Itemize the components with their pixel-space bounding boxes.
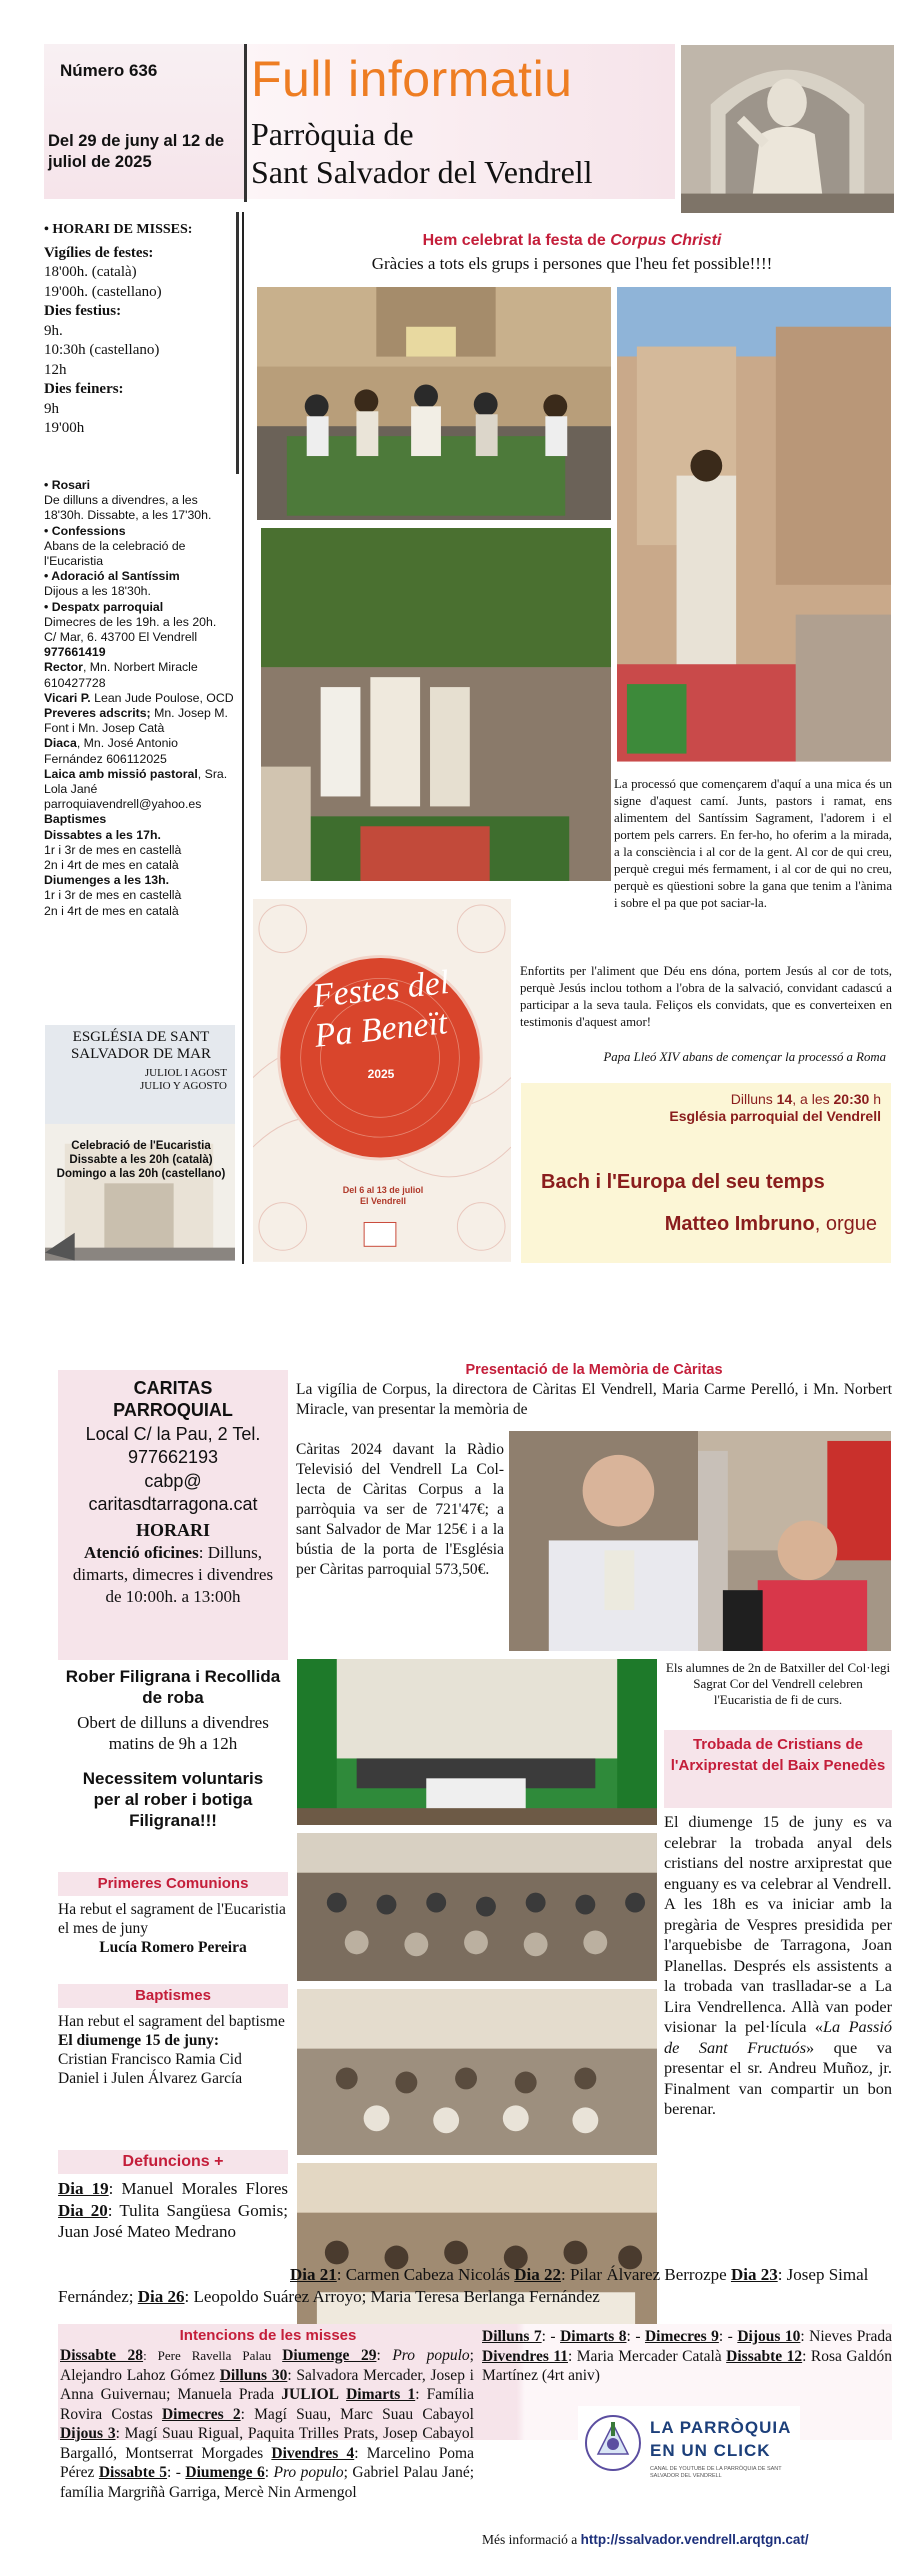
diaca-title: Diaca (44, 736, 77, 751)
trobada-heading-box (664, 1730, 892, 1808)
memoria-text-top: La vigília de Corpus, la directora de Càritas El Vendrell, Maria Carme Perelló, i Mn. Norbert Miracle, van presentar la memòria de (296, 1381, 892, 1418)
int-text-4: : Marcelino Poma Pérez (60, 2444, 474, 2481)
int-day-9: Dimecres 9 (644, 2328, 719, 2345)
pa-beneit-year: 2025 (367, 1067, 395, 1081)
holidays-2: 10:30h (castellano) (44, 342, 160, 358)
logo-small: CANAL DE YOUTUBE DE LA PARRÒQUIA DE SANT SALVADOR DEL VENDRELL (650, 2466, 782, 2479)
vigils-1: 18'00h. (català) (44, 264, 137, 280)
mar-title-1: ESGLÉSIA DE SANT (72, 1029, 210, 1045)
def-names-26: : Leopoldo Suárez Arroyo; Maria Teresa Berlanga Fernández (184, 2286, 600, 2306)
int-day-1: Dimarts 1 (346, 2386, 416, 2403)
int-text-9: : - (718, 2328, 738, 2345)
mar-caption-2: Dissabte a les 20h (català) (69, 1154, 213, 1166)
int-day-10: Dijous 10 (737, 2328, 801, 2345)
comunions-text: Ha rebut el sagrament de l'Eucaristia el mes de juny (58, 1901, 286, 1937)
concert-performer: Matteo Imbruno (664, 1213, 815, 1235)
memoria-text-left: Càritas 2024 davant la Ràdio Televisió del Vendrell La Col-lecta de Càritas Corpus a la parròquia va ser de 721'47€; a sant Salvador de Mar 125€ i a la bústia de la porta de l'Església per Càritas parroquial 573,50€. (296, 1441, 504, 1578)
int-text-10: : Nieves Prada (800, 2328, 892, 2345)
bap-saturday-2: 2n i 4rt de mes en català (44, 858, 179, 873)
rector-phone: 610427728 (44, 675, 106, 690)
laica-title: Laica amb missió pastoral (44, 766, 198, 781)
int-text-30: : Salvadora Mercader, Josep i Anna Guivernau; Manuela Prada (60, 2366, 474, 2403)
concert-role: , orgue (814, 1213, 877, 1235)
bap-sunday-1: 1r i 3r de mes en castellà (44, 888, 182, 903)
mar-title-2: SALVADOR DE MAR (70, 1046, 212, 1062)
diaca-name: , Mn. José Antonio Fernández 606112025 (44, 736, 178, 766)
int-day-29: Diumenge 29 (282, 2347, 377, 2364)
corpus-photo-street (616, 286, 892, 764)
defuncions-heading: Defuncions + (122, 2153, 224, 2170)
trobada-film: La Passió de Sant Fructuós (664, 2017, 892, 2057)
int-text-29: ; Alejandro Lahoz Gómez (60, 2347, 474, 2384)
comunions-body (58, 1900, 288, 1957)
bap-sunday-2: 2n i 4rt de mes en català (44, 903, 179, 918)
baptismes-name-2: Daniel i Julen Álvarez García (58, 2070, 243, 2087)
batxiller-caption: Els alumnes de 2n de Batxiller del Col·legi Sagrat Cor del Vendrell celebren l'Eucaristia de fi de curs. (665, 1660, 891, 1707)
corpus-subheading: Gràcies a tots els grups i persones que l'heu fet possible!!!! (371, 254, 773, 273)
concert-date-post: h (869, 1091, 881, 1107)
weekdays-1: 9h (44, 400, 59, 417)
title-box (247, 44, 675, 199)
issue-number: Número 636 (60, 61, 158, 80)
caritas-horari: HORARI (135, 1520, 210, 1540)
pa-beneit-title-2: Pa Beneït (312, 1004, 450, 1055)
corpus-heading-em: Corpus Christi (610, 232, 722, 249)
services-list: • Rosari De dilluns a divendres, a les 18'30h. Dissabte, a les 17'30h. • Confessions Abans de la celebració de l'Eucaristia • Adoració al Santíssim Dijous a les 18'30h. • Despatx parroquial Dimecres de les 19h. a les 20h. C/ Mar, 6. 43700 El Vendrell 977661419 Rector, Mn. Norbert Miracle 610427728 Vicari P. Lean Jude Poulose, OCD Preveres adscrits; Mn. Josep M. Font i Mn. Josep Catà Diaca, Mn. José Antonio Fernández 606112025 Laica amb missió pastoral, Sra. Lola Jané parroquiavendrell@yahoo.es Baptismes Dissabtes a les 17h. 1r i 3r de mes en castellà 2n i 4rt de mes en català Diumenges a les 13h. 1r i 3r de mes en castellà 2n i 4rt de mes en català (44, 478, 240, 919)
adoracio-title: Adoració al Santíssim (51, 569, 180, 584)
rosari-text: De dilluns a divendres, a les 18'30h. Dissabte, a les 17'30h. (44, 493, 212, 523)
def-names-23: : Josep Simal Fernández; (58, 2265, 869, 2306)
concert-date-day: 14 (776, 1091, 793, 1107)
def-names-22: : Pilar Álvarez Berrozpe (561, 2265, 731, 2284)
mass-schedule (44, 220, 234, 439)
holidays-3: 12h (44, 361, 67, 378)
holidays-1: 9h. (44, 322, 63, 339)
holidays-label: Dies festius: (44, 303, 122, 319)
weekdays-2: 19'00h (44, 420, 85, 436)
int-day-3: Dijous 3 (60, 2425, 116, 2442)
vigils-label: Vigílies de festes: (44, 244, 154, 261)
comunions-name: Lucía Romero Pereira (99, 1939, 247, 1956)
corpus-heading: Hem celebrat la festa de Corpus Christi (422, 232, 722, 249)
rober-text: Obert de dilluns a divendres matins de 9h a 12h (77, 1713, 269, 1753)
trobada-photo-3 (296, 2162, 658, 2342)
rober-box (58, 1666, 288, 1856)
def-names-20: : Tulita Sangüesa Gomis; Juan José Mateo Medrano (58, 2200, 288, 2241)
despatx-hours: Dimecres de les 19h. a les 20h. (44, 614, 217, 629)
vicari-name: Lean Jude Poulose, OCD (90, 690, 234, 705)
int-text-6: ; Gabriel Palau Jané; família Margriñà Garriga, Mercè Nin Armengol (60, 2464, 474, 2501)
int-day-2: Dimecres 2 (161, 2405, 241, 2423)
corpus-photo-procession (256, 286, 612, 521)
comunions-heading-box (58, 1872, 288, 1896)
confessions-text: Abans de la celebració de l'Eucaristia (44, 538, 186, 569)
page-2 (0, 1290, 905, 2560)
baptismes-text: Han rebut el sagrament del baptisme (58, 2013, 285, 2030)
logo-line-2: EN UN CLICK (650, 2441, 771, 2460)
masses-rule (236, 212, 239, 474)
caritas-title-1: CARITAS (133, 1378, 213, 1398)
concert-card (520, 1082, 892, 1264)
mar-months-2: JULIO Y AGOSTO (140, 1080, 227, 1092)
def-names-19: : Manuel Morales Flores (108, 2179, 289, 2198)
more-info-label: Més informació a (482, 2532, 581, 2547)
trobada-text-3: » que va presentar el sr. Andreu Muñoz, jr. Finalment van compartir un bon berenar. (664, 2037, 892, 2118)
click-logo[interactable] (578, 2406, 800, 2502)
int-text-2: : Magí Suau, Marc Suau Cabayol (240, 2405, 474, 2423)
statue-photo (680, 44, 895, 214)
def-day-19: Dia 19 (58, 2179, 109, 2198)
concert-date-mid: , a les (792, 1091, 834, 1107)
preveres-title: Preveres adscrits; (44, 706, 151, 721)
def-day-20: Dia 20 (58, 2200, 108, 2220)
int-text-3: : Magí Suau Rigual, Paquita Trilles Prats, Josep Cabayol Bargalló, Montserrat Morgades (60, 2425, 474, 2462)
parish-line-2: Sant Salvador del Vendrell (251, 154, 593, 190)
def-day-26: Dia 26 (137, 2286, 185, 2306)
parish-website-link[interactable]: http://ssalvador.vendrell.arqtgn.cat/ (580, 2532, 809, 2547)
defuncions-heading-box (58, 2150, 288, 2174)
weekdays-label: Dies feiners: (44, 381, 124, 397)
caritas-box (58, 1370, 288, 1660)
comunions-heading: Primeres Comunions (97, 1875, 249, 1892)
mar-caption-3: Domingo a las 20h (castellano) (56, 1168, 226, 1180)
caritas-oficines: : Dilluns, dimarts, dimecres i divendres de 10:00h. a 13:00h (72, 1543, 274, 1606)
trobada-text-1: El diumenge 15 de juny es va celebrar la trobada anyal dels cristians del nostre arxiprestat que enguany es va celebrar al Vendrell. (664, 1812, 892, 1893)
corpus-quote: Papa Lleó XIV abans de començar la processó a Roma (603, 1050, 886, 1064)
caritas-email[interactable]: cabp@ caritasdtarragona.cat (88, 1471, 258, 1514)
baptismes-body (58, 2012, 288, 2088)
intencions-col-2 (482, 2327, 892, 2386)
trobada-photo-2 (296, 1988, 658, 2156)
bap-saturday-1: 1r i 3r de mes en castellà (44, 842, 182, 857)
memoria-photo (508, 1430, 892, 1652)
baptismes-heading: Baptismes (135, 1987, 211, 2004)
page-title: Full informatiu (251, 51, 573, 107)
int-text-12: : Rosa Galdón Martínez (4rt aniv) (482, 2347, 893, 2384)
bap-sunday: Diumenges a les 13h. (44, 873, 170, 888)
int-text-7: : - (541, 2328, 561, 2345)
volunteers-call: Necessitem voluntaris per al rober i botiga Filigrana!!! (82, 1769, 264, 1830)
trobada-text-2: A les 18h es va iniciar amb la pregària de Vespres presidida per l'arquebisbe de Tarragona, Joan Planellas. Després els assistents a la trobada van traslladar-se a La Lira Vendrellenca. Allà van poder visionar la pel·lícula « (664, 1894, 892, 2036)
int-text-28: : Pere Ravella Palau (143, 2348, 283, 2363)
baptismes-title: Baptismes (44, 812, 107, 827)
despatx-phone: 977661419 (44, 645, 106, 660)
pa-beneit-poster (252, 898, 512, 1263)
int-text-11: : Maria Mercader Català (568, 2347, 727, 2365)
int-day-28: Dissabte 28 (60, 2347, 144, 2364)
trobada-text (664, 1812, 892, 2120)
adoracio-text: Dijous a les 18'30h. (44, 584, 151, 599)
caritas-title-2: PARROQUIAL (113, 1400, 233, 1420)
parish-line-1: Parròquia de (251, 116, 414, 152)
corpus-para-2: Enfortits per l'aliment que Déu ens dóna, portem Jesús al cor de tots, perquè Jesús inclou tothom a l'obra de la salvació, convidant cadascú a participar a la seva taula. Feliços els convidats, que es converteixen en testimonis d'aquest amor! (520, 964, 892, 1029)
parish-email[interactable]: parroquiavendrell@yahoo.es (44, 797, 202, 812)
caritas-oficines-title: Atenció oficines (83, 1543, 199, 1562)
mar-months-1: JULIOL I AGOST (144, 1067, 227, 1079)
int-pro-populo-29: Pro populo (392, 2347, 470, 2364)
laica-name: , Sra. Lola Jané (44, 766, 228, 797)
rober-title: Rober Filigrana i Recollida de roba (65, 1667, 281, 1707)
defuncions-list-b (58, 2264, 892, 2307)
int-day-8: Dimarts 8 (560, 2328, 627, 2345)
def-names-21: : Carmen Cabeza Nicolás (336, 2265, 515, 2284)
int-day-5: Dissabte 5 (98, 2464, 168, 2481)
batxiller-photo (296, 1658, 658, 1826)
int-text-8: : - (626, 2328, 645, 2345)
mar-church-card (44, 1024, 236, 1262)
int-day-12: Dissabte 12 (726, 2347, 803, 2365)
intencions-col-1: Dissabte 28: Pere Ravella Palau Diumenge 29: Pro populo; Alejandro Lahoz Gómez Dilluns 30: Salvadora Mercader, Josep i Anna Guivernau; Manuela Prada JULIOL Dimarts 1: Família Rovira Costas Dimecres 2: Magí Suau, Marc Suau Cabayol Dijous 3: Magí Suau Rigual, Paquita Trilles Prats, Josep Cabayol Bargalló, Montserrat Morgades Divendres 4: Marcelino Poma Pérez Dissabte 5: - Diumenge 6: Pro populo; Gabriel Palau Jané; família Margriñà Garriga, Mercè Nin Armengol (60, 2347, 474, 2501)
column-rule (242, 212, 244, 1264)
memoria-heading: Presentació de la Memòria de Càritas (465, 1362, 723, 1378)
caritas-address: Local C/ la Pau, 2 Tel. 977662193 (85, 1424, 261, 1467)
def-day-21: Dia 21 (290, 2265, 337, 2284)
concert-venue: Església parroquial del Vendrell (669, 1108, 881, 1124)
bap-saturday: Dissabtes a les 17h. (44, 827, 161, 842)
preveres-names: Mn. Josep M. Font i Mn. Josep Catà (44, 706, 228, 736)
defuncions-list-a (58, 2178, 288, 2243)
int-month: JULIOL (281, 2386, 339, 2403)
int-day-11: Divendres 11 (482, 2347, 568, 2365)
int-day-30: Dilluns 30 (219, 2366, 288, 2384)
baptismes-name-1: Cristian Francisco Ramia Cid (58, 2051, 242, 2068)
int-text-1: : Família Rovira Costas (60, 2386, 474, 2423)
int-text-5: : - (167, 2464, 186, 2481)
confessions-title: Confessions (51, 523, 126, 538)
rector-name: , Mn. Norbert Miracle (82, 660, 198, 675)
def-day-23: Dia 23 (730, 2265, 778, 2284)
def-day-22: Dia 22 (514, 2265, 561, 2284)
intencions-heading: Intencions de les misses (179, 2327, 357, 2344)
corpus-photo-crowd (260, 527, 612, 882)
mar-caption-1: Celebració de l'Eucaristia (71, 1140, 211, 1152)
pa-beneit-dates-2: El Vendrell (359, 1196, 407, 1206)
issue-dates: Del 29 de juny al 12 de juliol de 2025 (48, 132, 225, 171)
despatx-title: Despatx parroquial (51, 599, 164, 614)
pa-beneit-title-1: Festes del (310, 963, 451, 1016)
rector-title: Rector (44, 660, 83, 675)
concert-date-time: 20:30 (833, 1091, 870, 1107)
concert-title: Bach i l'Europa del seu temps (541, 1171, 825, 1193)
concert-date-pre: Dilluns (730, 1091, 777, 1107)
vigils-2: 19'00h. (castellano) (44, 283, 162, 300)
corpus-para-1: La processó que començarem d'aquí a una mica és un signe d'aquest camí. Junts, pastors i ramat, ens alimentem del Santíssim Sagrament, l'adorem i el portem pels carrers. En fer-ho, ho oferim a la mirada, a la consciència i al cor de la gent. Al cor de qui creu, perquè cregui més fermament, i al cor de qui no creu, perquè es qüestioni sobre la gana que tenim a l'ànima i sobre el pa que pot saciar-la. (614, 777, 892, 910)
issue-box (44, 44, 244, 199)
baptismes-date: El diumenge 15 de juny: (58, 2032, 220, 2049)
int-day-6: Diumenge 6 (185, 2464, 265, 2481)
int-day-4: Divendres 4 (271, 2444, 355, 2462)
int-day-7: Dilluns 7 (482, 2328, 542, 2345)
trobada-heading: Trobada de Cristians de l'Arxiprestat del Baix Penedès (670, 1736, 886, 1774)
baptismes-heading-box (58, 1984, 288, 2008)
pa-beneit-dates-1: Del 6 al 13 de juliol (342, 1185, 424, 1195)
more-info (482, 2532, 892, 2548)
rosari-title: Rosari (51, 478, 91, 492)
vicari-title: Vicari P. (44, 690, 91, 705)
mass-heading: • HORARI DE MISSES: (44, 222, 193, 237)
logo-emblem-icon (584, 2414, 642, 2472)
logo-line-1: LA PARRÒQUIA (650, 2418, 792, 2437)
despatx-address: C/ Mar, 6. 43700 El Vendrell (44, 630, 198, 645)
trobada-photo-1 (296, 1832, 658, 1982)
int-pro-populo-6: Pro populo (273, 2464, 344, 2481)
